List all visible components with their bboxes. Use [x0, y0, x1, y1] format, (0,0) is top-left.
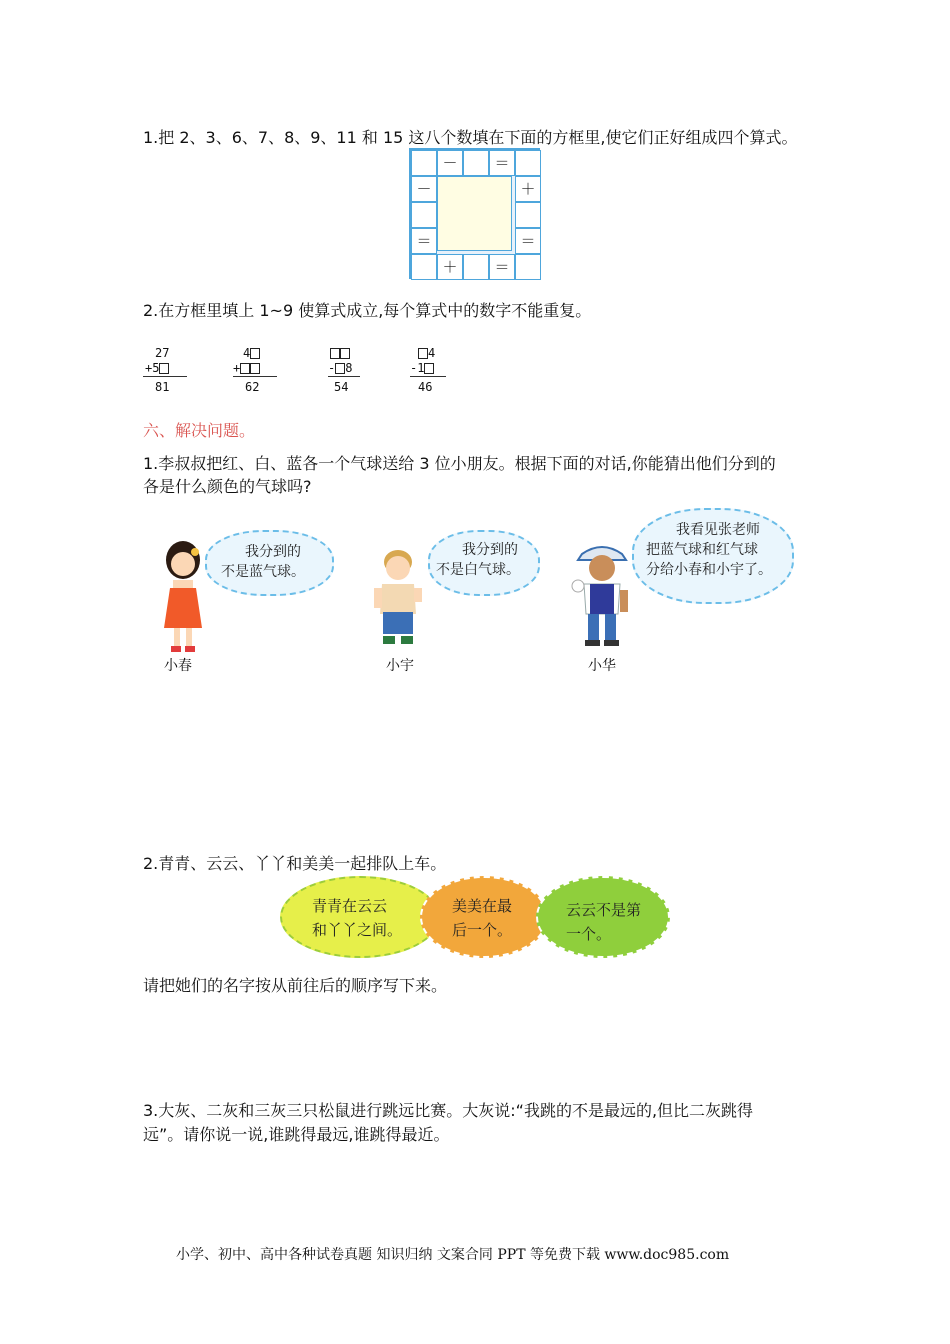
speech-bubble-3: [632, 508, 794, 604]
grid-cell[interactable]: [463, 150, 489, 176]
question-balloon-line2: 各是什么颜色的气球吗?: [143, 477, 312, 496]
answer-box[interactable]: [418, 348, 428, 359]
number-grid-puzzle: [409, 148, 540, 279]
question-line-text: 2.青青、云云、丫丫和美美一起排队上车。: [143, 854, 447, 873]
grid-op-right-plus: ＋: [515, 176, 541, 202]
answer-box[interactable]: [159, 363, 169, 374]
grid-cell[interactable]: [515, 254, 541, 280]
arith-problem-1: [143, 346, 191, 396]
arith-top: 4: [243, 346, 251, 360]
kid-name-1: 小春: [164, 658, 192, 674]
clue-text: 和丫丫之间。: [312, 921, 403, 939]
arith-mid: 8: [345, 361, 353, 375]
grid-cell[interactable]: [463, 254, 489, 280]
speech-bubble-1: [205, 530, 334, 596]
question-line-ask: 请把她们的名字按从前往后的顺序写下来。: [143, 976, 448, 995]
question-jump-line1: 3.大灰、二灰和三灰三只松鼠进行跳远比赛。大灰说:“我跳的不是最远的,但比二灰跳得: [143, 1101, 754, 1120]
clue-text: 云云不是第: [566, 901, 642, 919]
speech-text: 我分到的: [245, 544, 301, 560]
arith-op: +: [233, 361, 241, 375]
clue-text: 青青在云云: [312, 897, 388, 915]
arith-problem-2: [233, 346, 281, 396]
arith-op: -1: [410, 361, 425, 375]
grid-op-right-eq: ＝: [515, 228, 541, 254]
page-footer: 小学、初中、高中各种试卷真题 知识归纳 文案合同 PPT 等免费下载 www.doc985.com: [176, 1247, 730, 1263]
answer-box[interactable]: [240, 363, 250, 374]
section-title: 六、解决问题。: [143, 421, 256, 440]
clue-oval-2: [420, 876, 548, 958]
arith-op: +5: [145, 361, 160, 375]
arith-problem-3: [328, 346, 376, 396]
arith-problem-4: [410, 346, 458, 396]
grid-cell[interactable]: [411, 150, 437, 176]
arith-result: 81: [155, 380, 170, 394]
arith-result: 54: [334, 380, 349, 394]
answer-box[interactable]: [250, 363, 260, 374]
speech-text: 分给小春和小宇了。: [646, 562, 772, 578]
grid-op-bottom-plus: ＋: [437, 254, 463, 280]
grid-op-top-minus: －: [437, 150, 463, 176]
question-balloon-line1: 1.李叔叔把红、白、蓝各一个气球送给 3 位小朋友。根据下面的对话,你能猜出他们分到的: [143, 454, 776, 473]
arith-top: 4: [428, 346, 436, 360]
arith-result: 46: [418, 380, 433, 394]
speech-bubble-2: [428, 530, 540, 596]
answer-box[interactable]: [335, 363, 345, 374]
answer-box[interactable]: [330, 348, 340, 359]
boy-illustration: [370, 546, 426, 650]
answer-box[interactable]: [424, 363, 434, 374]
speech-text: 把蓝气球和红气球: [646, 542, 758, 558]
grid-op-left-eq: ＝: [411, 228, 437, 254]
speech-text: 不是白气球。: [436, 562, 520, 578]
speech-text: 我分到的: [462, 542, 518, 558]
question-jump-line2: 远”。请你说一说,谁跳得最远,谁跳得最近。: [143, 1125, 450, 1144]
clue-text: 美美在最: [452, 897, 513, 915]
kid-name-3: 小华: [588, 658, 616, 674]
grid-op-bottom-eq: ＝: [489, 254, 515, 280]
clue-text: 一个。: [566, 925, 612, 943]
kid-name-2: 小宇: [386, 658, 414, 674]
grid-cell[interactable]: [515, 150, 541, 176]
question-grid-text: 1.把 2、3、6、7、8、9、11 和 15 这八个数填在下面的方框里,使它们正好组成四个算式。: [143, 128, 798, 147]
grid-op-top-eq: ＝: [489, 150, 515, 176]
speech-text: 我看见张老师: [676, 522, 760, 538]
answer-box[interactable]: [340, 348, 350, 359]
grid-cell[interactable]: [411, 202, 437, 228]
girl-illustration: [158, 538, 208, 656]
clue-text: 后一个。: [452, 921, 513, 939]
grid-cell[interactable]: [411, 254, 437, 280]
arith-op: -: [328, 361, 336, 375]
arith-top: 27: [155, 346, 170, 360]
grid-cell[interactable]: [515, 202, 541, 228]
arith-result: 62: [245, 380, 260, 394]
clue-oval-3: [536, 876, 670, 958]
grid-center: [437, 176, 512, 251]
question-fill-text: 2.在方框里填上 1~9 使算式成立,每个算式中的数字不能重复。: [143, 301, 592, 320]
answer-box[interactable]: [250, 348, 260, 359]
speech-text: 不是蓝气球。: [221, 564, 305, 580]
boy-cap-illustration: [568, 540, 636, 650]
clue-oval-1: [280, 876, 440, 958]
grid-op-left-minus: －: [411, 176, 437, 202]
